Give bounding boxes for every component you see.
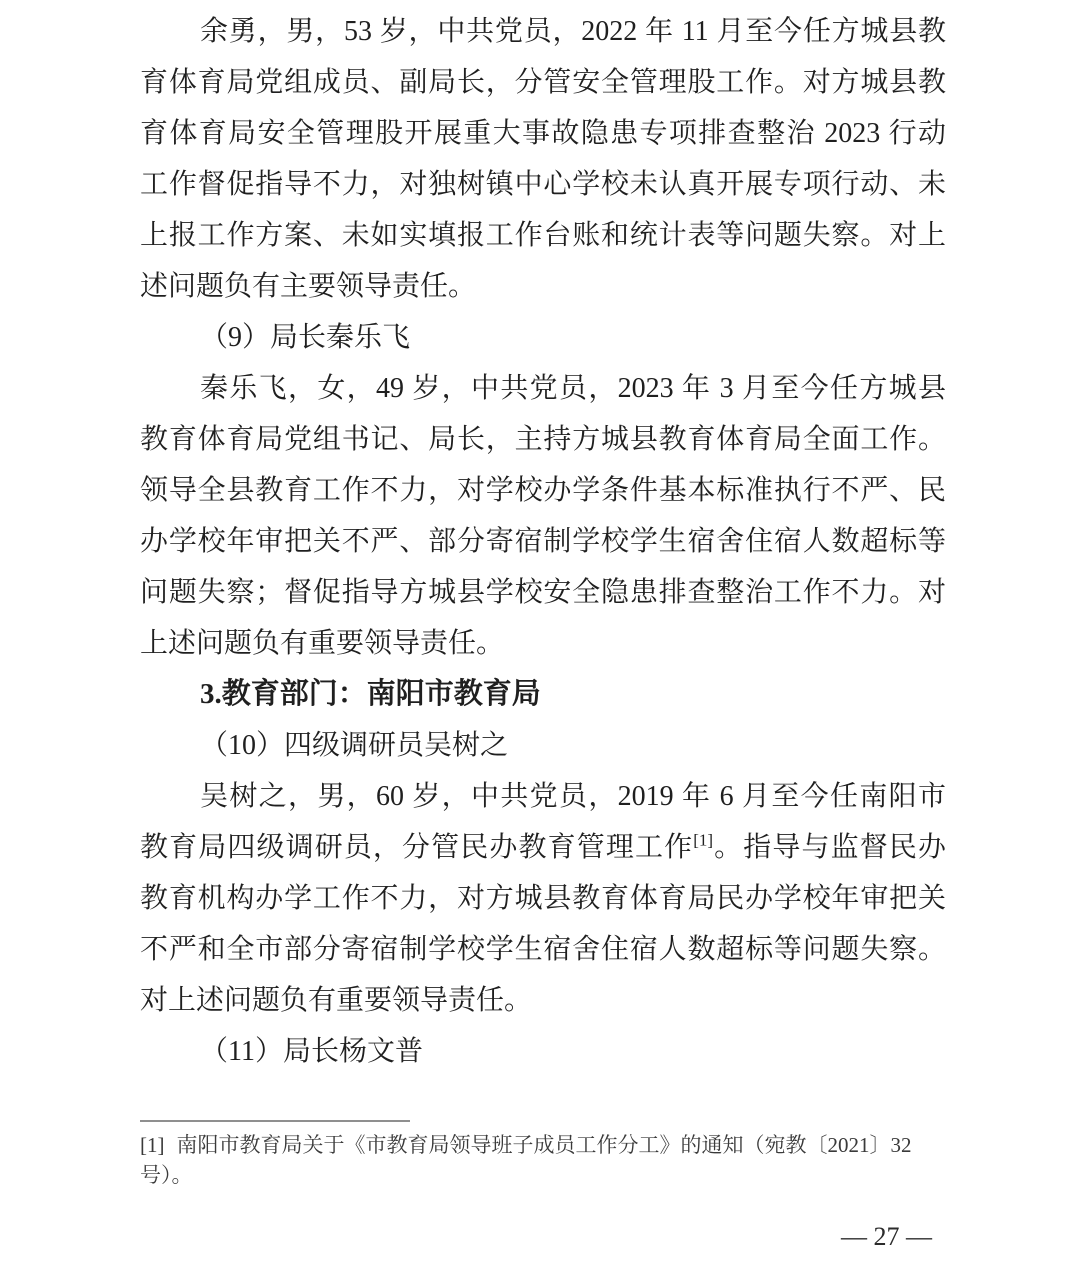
text-line: 教育机构办学工作不力，对方城县教育体育局民办学校年审把关 xyxy=(140,883,946,914)
text-line: 问题失察；督促指导方城县学校安全隐患排查整治工作不力。对 xyxy=(140,577,946,608)
text-line: （9）局长秦乐飞 xyxy=(200,322,411,353)
text-line: 育体育局党组成员、副局长，分管安全管理股工作。对方城县教 xyxy=(140,67,946,98)
page-number: — 27 — xyxy=(841,1222,932,1251)
footnote-area xyxy=(140,1112,946,1190)
text-line: （10）四级调研员吴树之 xyxy=(200,730,509,761)
text-line: （11）局长杨文普 xyxy=(200,1036,423,1067)
text-line: 述问题负有主要领导责任。 xyxy=(140,271,477,302)
text-line: 工作督促指导不力，对独树镇中心学校未认真开展专项行动、未 xyxy=(140,169,946,200)
footnote-ref: [1] xyxy=(693,830,714,850)
footnote-separator xyxy=(140,1120,410,1122)
text-segment: 。指导与监督民办 xyxy=(713,832,946,863)
text-line: 余勇，男，53 岁，中共党员，2022 年 11 月至今任方城县教 xyxy=(200,16,946,47)
footnote-text: 南阳市教育局关于《市教育局领导班子成员工作分工》的通知（宛教〔2021〕32 号）。 xyxy=(140,1133,912,1187)
text-segment: 教育局四级调研员，分管民办教育管理工作 xyxy=(140,832,694,863)
text-lines xyxy=(140,6,946,1077)
text-line: 上报工作方案、未如实填报工作台账和统计表等问题失察。对上 xyxy=(140,220,946,251)
footnote-marker: [1] xyxy=(140,1133,165,1157)
text-line: 领导全县教育工作不力，对学校办学条件基本标准执行不严、民 xyxy=(140,475,946,506)
text-line: 育体育局安全管理股开展重大事故隐患专项排查整治 2023 行动 xyxy=(140,118,946,149)
footnote xyxy=(140,1130,946,1190)
section-heading-line: 3.教育部门：南阳市教育局 xyxy=(200,678,541,710)
text-line xyxy=(140,822,946,873)
text-line: 吴树之，男，60 岁，中共党员，2019 年 6 月至今任南阳市 xyxy=(200,781,946,812)
text-line: 秦乐飞，女，49 岁，中共党员，2023 年 3 月至今任方城县 xyxy=(200,373,946,404)
text-line: 不严和全市部分寄宿制学校学生宿舍住宿人数超标等问题失察。 xyxy=(140,934,946,965)
text-line: 办学校年审把关不严、部分寄宿制学校学生宿舍住宿人数超标等 xyxy=(140,526,946,557)
text-line: 上述问题负有重要领导责任。 xyxy=(140,628,505,659)
text-line: 教育体育局党组书记、局长，主持方城县教育体育局全面工作。 xyxy=(140,424,946,455)
text-line: 对上述问题负有重要领导责任。 xyxy=(140,985,533,1016)
